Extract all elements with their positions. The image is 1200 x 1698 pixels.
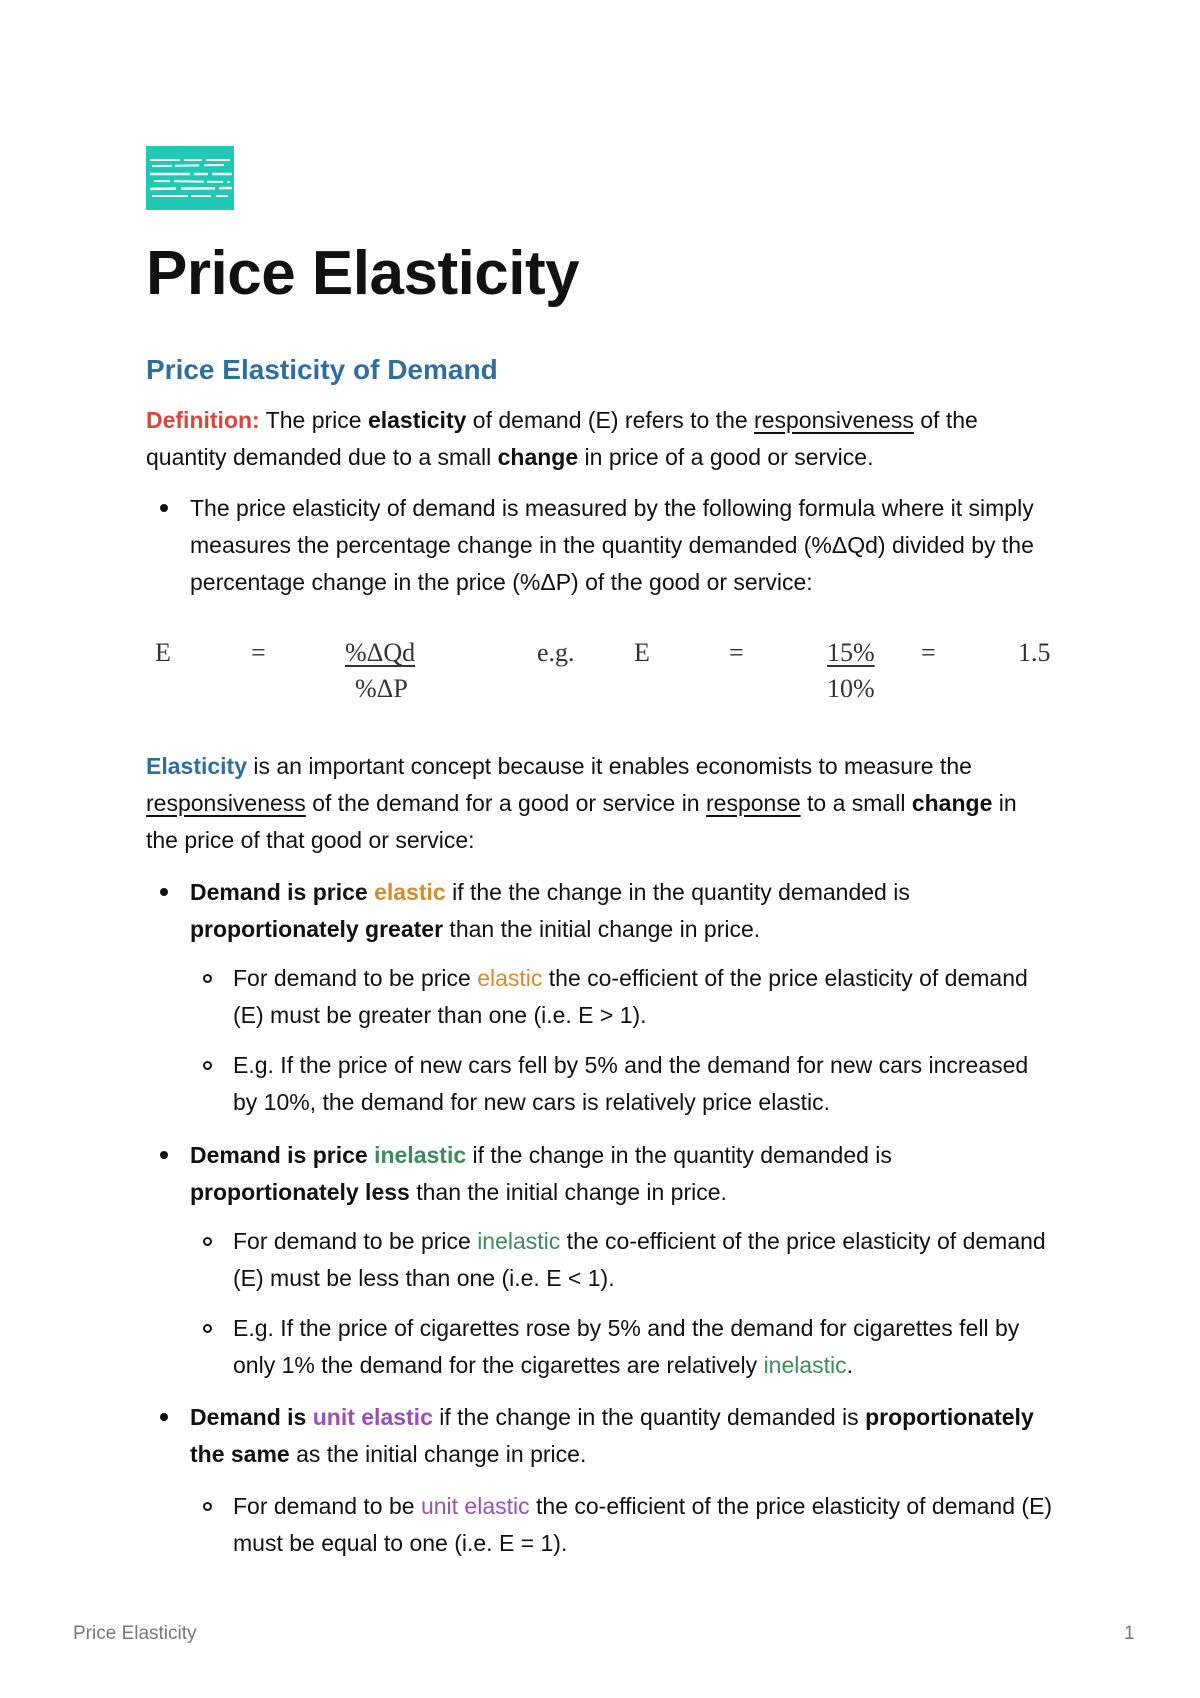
sub-list-item: [233, 960, 1053, 1034]
text-run: as the initial change in price.: [289, 1441, 587, 1467]
elasticity-formula: [0, 638, 1200, 718]
sub-list-item: [233, 1223, 1053, 1297]
unit-elastic-term: unit elastic: [420, 1493, 530, 1519]
text-run: the co-efficient of the price elasticity of demand (E) must be greater than one (i.e. E > 1).: [233, 965, 1028, 1028]
definition-paragraph: [146, 402, 1046, 476]
list-item-elastic: [190, 874, 1050, 948]
definition-label: Definition:: [146, 407, 260, 433]
sub-list-item: [233, 1047, 1053, 1121]
text-run: The price: [259, 407, 368, 433]
formula-numerator: %ΔQd: [345, 638, 416, 667]
text-run: than the initial change in price.: [443, 916, 761, 942]
bold-term: elasticity: [367, 407, 467, 433]
formula-numerator-example: 15%: [827, 638, 875, 667]
waves-logo-icon: [146, 146, 234, 210]
text-run: For demand to be: [233, 1493, 421, 1519]
elastic-term: elastic: [374, 879, 446, 905]
text-run: is an important concept because it enables economists to measure the: [247, 753, 972, 779]
section-heading: Price Elasticity of Demand: [146, 354, 498, 385]
page-number: 1: [1124, 1623, 1135, 1644]
sub-list-item: [233, 1488, 1053, 1562]
formula-e: E: [155, 638, 171, 667]
text-run: For demand to be price: [233, 1228, 478, 1254]
underlined-term: responsiveness: [146, 790, 306, 816]
text-run: of the quantity demanded due to a small: [146, 407, 978, 470]
text-run: to a small: [800, 790, 912, 816]
page-title: Price Elasticity: [146, 239, 580, 308]
text-run: than the initial change in price.: [409, 1179, 727, 1205]
formula-equals-result: =: [921, 638, 936, 667]
unit-elastic-term: unit elastic: [312, 1404, 433, 1430]
underlined-term: response: [706, 790, 801, 816]
text-run: For demand to be price: [233, 965, 478, 991]
text-run: of demand (E) refers to the: [466, 407, 755, 433]
bold-term: change: [911, 790, 993, 816]
text-run: E.g. If the price of new cars fell by 5% and the demand for new cars increased by 10%, the demand for new cars is relatively price elastic.: [233, 1052, 1029, 1115]
bold-term: Demand is price: [190, 879, 375, 905]
inelastic-term: inelastic: [374, 1142, 467, 1168]
bold-term: Demand is price: [190, 1142, 375, 1168]
list-item-unit-elastic: [190, 1399, 1050, 1473]
highlighted-term: Elasticity: [146, 753, 247, 779]
bold-term: change: [497, 444, 579, 470]
text-run: in the price of that good or service:: [146, 790, 1017, 853]
bold-term: proportionately less: [190, 1179, 410, 1205]
text-run: in price of a good or service.: [578, 444, 874, 470]
underlined-term: responsiveness: [754, 407, 914, 433]
sub-list-item: [233, 1310, 1053, 1384]
elasticity-paragraph: [146, 748, 1046, 859]
list-item-text: The price elasticity of demand is measured by the following formula where it simply measures the percentage change in the quantity demanded (%ΔQd) divided by the percentage change in the price (%ΔP) of the good or service:: [190, 495, 1034, 595]
elastic-term: elastic: [477, 965, 543, 991]
bold-term: proportionately the same: [190, 1404, 1034, 1467]
list-item-inelastic: [190, 1137, 1050, 1211]
formula-denominator-example: 10%: [827, 674, 875, 703]
formula-equals: =: [251, 638, 266, 667]
text-run: the co-efficient of the price elasticity of demand (E) must be less than one (i.e. E < 1).: [233, 1228, 1046, 1291]
formula-denominator: %ΔP: [355, 674, 408, 703]
text-run: E.g. If the price of cigarettes rose by 5% and the demand for cigarettes fell by only 1% the demand for the cigarettes are relatively: [233, 1315, 1020, 1378]
inelastic-term: inelastic: [763, 1352, 847, 1378]
formula-equals-example: =: [729, 638, 744, 667]
footer-title: Price Elasticity: [73, 1623, 197, 1644]
formula-e-example: E: [634, 638, 650, 667]
text-run: if the change in the quantity demanded is: [432, 1404, 866, 1430]
text-run: .: [846, 1352, 854, 1378]
bold-term: proportionately greater: [190, 916, 444, 942]
bold-term: Demand is: [190, 1404, 313, 1430]
list-item: [190, 490, 1050, 601]
inelastic-term: inelastic: [477, 1228, 561, 1254]
text-run: if the the change in the quantity demanded is: [445, 879, 910, 905]
text-run: if the change in the quantity demanded is: [466, 1142, 892, 1168]
formula-example-label: e.g.: [537, 638, 575, 667]
text-run: the co-efficient of the price elasticity of demand (E) must be equal to one (i.e. E = 1).: [233, 1493, 1053, 1556]
formula-result: 1.5: [1018, 638, 1051, 667]
text-run: of the demand for a good or service in: [305, 790, 706, 816]
